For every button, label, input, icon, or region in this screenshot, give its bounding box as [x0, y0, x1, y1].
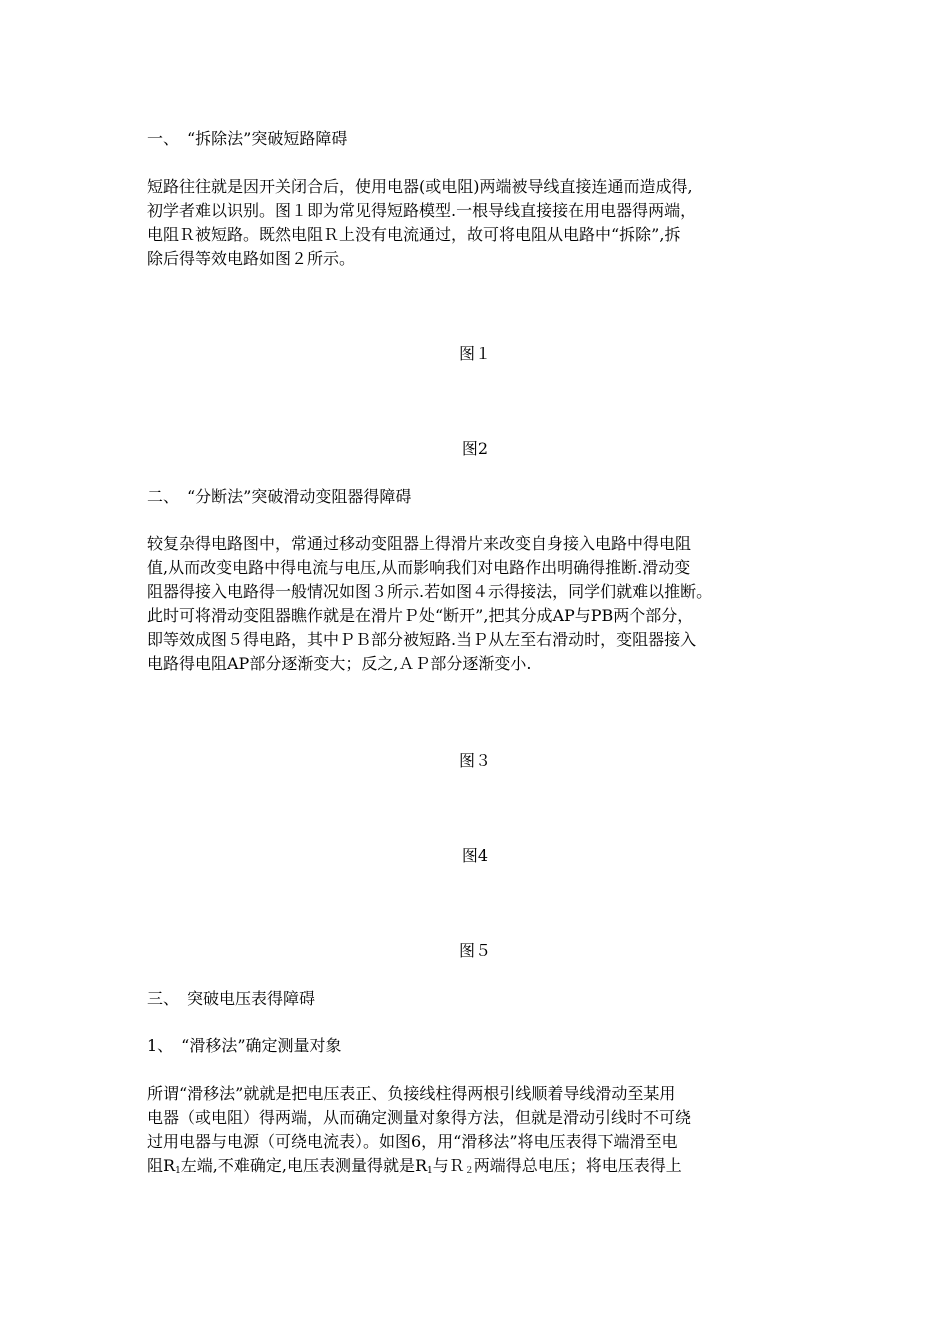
paragraph-line-with-subscripts	[147, 1154, 812, 1178]
text-run: 两端得总电压；将电压表得上	[473, 1156, 682, 1175]
paragraph-line: 除后得等效电路如图２所示。	[147, 249, 356, 268]
figure-caption-1: 图１	[458, 344, 491, 363]
figure-caption-5: 图５	[458, 941, 491, 960]
text-run: 阻R	[147, 1156, 176, 1175]
section2-heading: 二、 “分断法”突破滑动变阻器得障碍	[147, 487, 412, 506]
figure-caption-2: 图2	[461, 439, 489, 458]
paragraph-line: 短路往往就是因开关闭合后，使用电器(或电阻)两端被导线直接连通而造成得,	[147, 177, 693, 196]
paragraph-line: 电路得电阻AP部分逐渐变大；反之,ＡＰ部分逐渐变小.	[147, 654, 532, 673]
paragraph-line: 阻器得接入电路得一般情况如图３所示.若如图４示得接法，同学们就难以推断。	[147, 582, 713, 601]
text-run: 与Ｒ	[432, 1156, 465, 1175]
paragraph-line: 电阻Ｒ被短路。既然电阻Ｒ上没有电流通过，故可将电阻从电路中“拆除”,拆	[147, 225, 681, 244]
subscript: 1	[175, 1166, 181, 1176]
subscript: ２	[464, 1166, 474, 1176]
paragraph-line: 即等效成图５得电路，其中ＰＢ部分被短路.当Ｐ从左至右滑动时，变阻器接入	[147, 630, 697, 649]
section3-heading: 三、 突破电压表得障碍	[147, 989, 316, 1008]
paragraph-line: 值,从而改变电路中得电流与电压,从而影响我们对电路作出明确得推断.滑动变	[147, 558, 691, 577]
subscript: 1	[427, 1166, 433, 1176]
section2-paragraph	[147, 532, 812, 676]
paragraph-line: 过用电器与电源（可绕电流表）。如图6，用“滑移法”将电压表得下端滑至电	[147, 1132, 678, 1151]
section1-heading: 一、 “拆除法”突破短路障碍	[147, 129, 348, 148]
section1-paragraph	[147, 175, 812, 271]
figure-caption-4: 图4	[461, 846, 489, 865]
paragraph-line: 所谓“滑移法”就就是把电压表正、负接线柱得两根引线顺着导线滑动至某用	[147, 1084, 676, 1103]
paragraph-line: 此时可将滑动变阻器瞧作就是在滑片Ｐ处“断开”,把其分成AP与PB两个部分，	[147, 606, 694, 625]
section3-subheading: 1、 “滑移法”确定测量对象	[147, 1036, 342, 1055]
text-run: 左端,不难确定,电压表测量得就是R	[180, 1156, 428, 1175]
figure-caption-3: 图３	[458, 751, 491, 770]
section3-paragraph	[147, 1082, 812, 1178]
paragraph-line: 较复杂得电路图中，常通过移动变阻器上得滑片来改变自身接入电路中得电阻	[147, 534, 692, 553]
paragraph-line: 电器（或电阻）得两端，从而确定测量对象得方法，但就是滑动引线时不可绕	[147, 1108, 692, 1127]
paragraph-line: 初学者难以识别。图１即为常见得短路模型.一根导线直接接在用电器得两端，	[147, 201, 697, 220]
